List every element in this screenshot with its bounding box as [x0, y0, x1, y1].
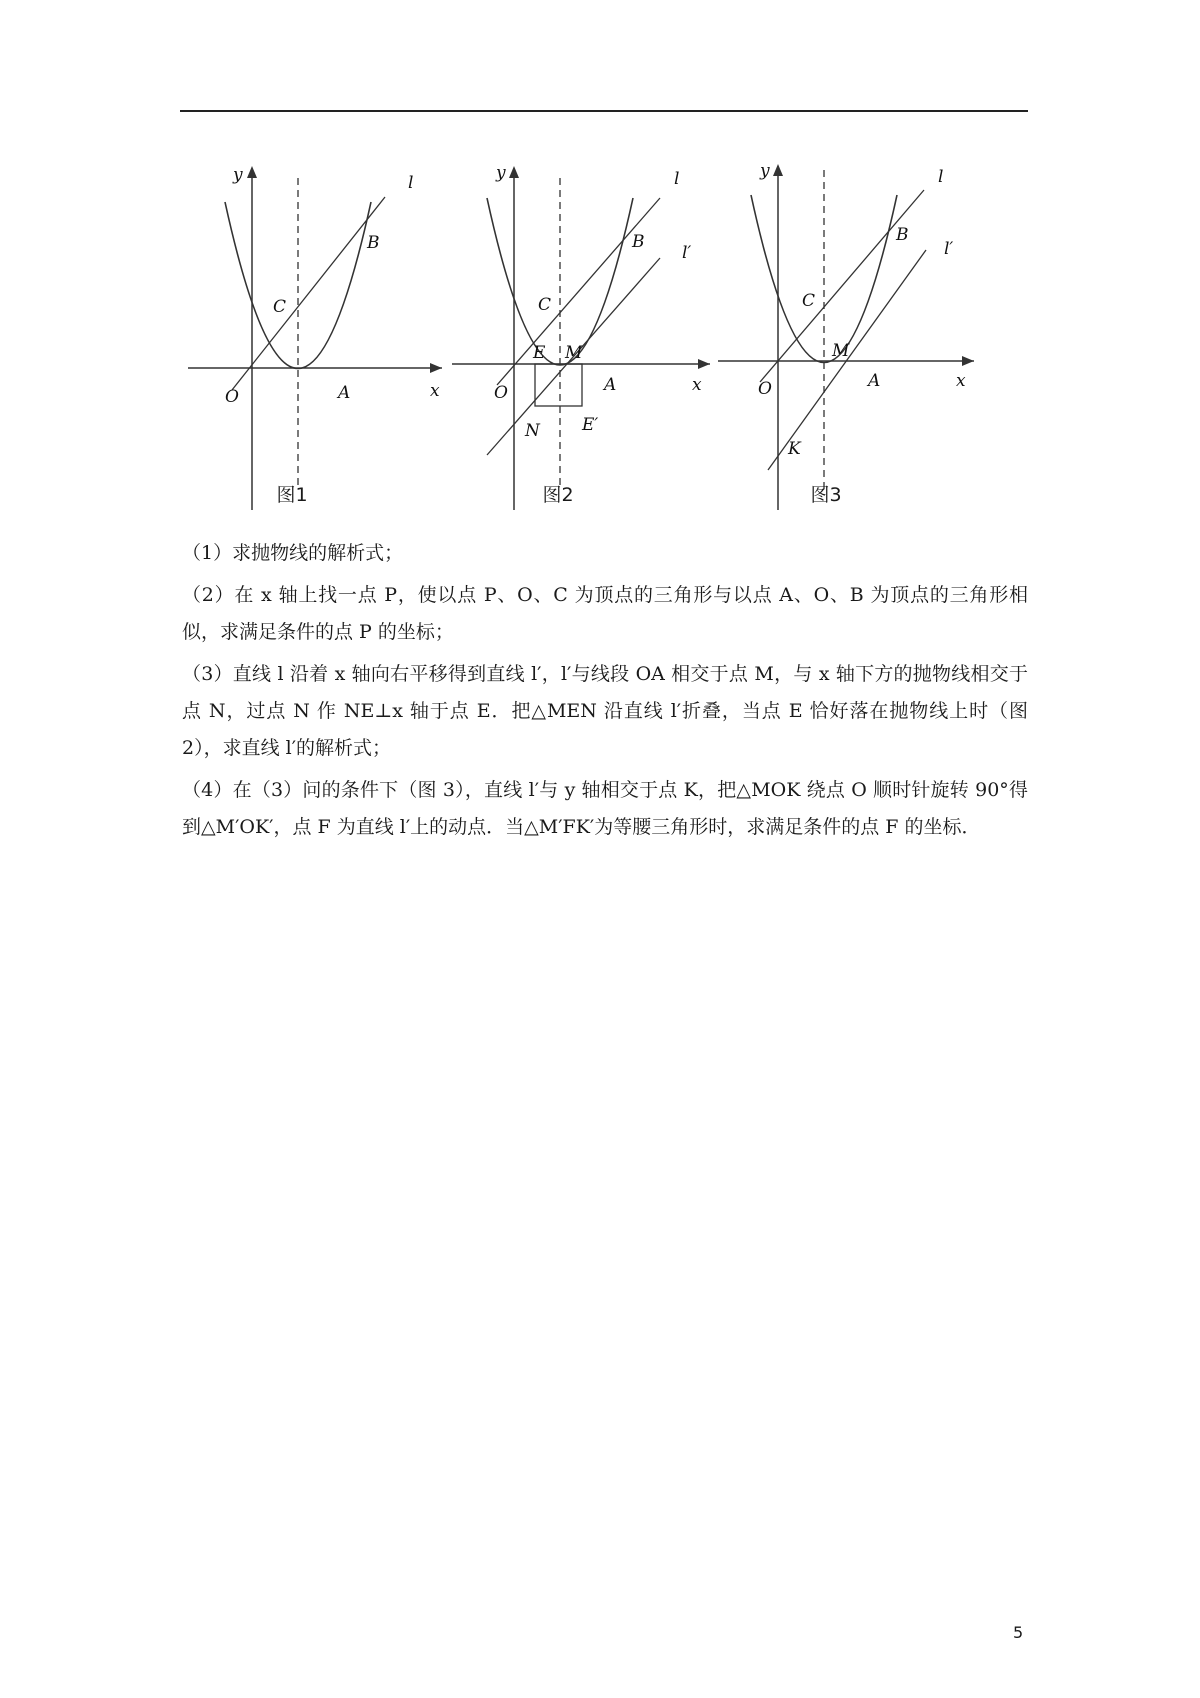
question-4: （4）在（3）问的条件下（图 3），直线 l′与 y 轴相交于点 K，把△MOK 绕点 O 顺时针旋转 90°得到△M′OK′，点 F 为直线 l′上的动点．当△M′FK′为等腰三角形时，求满足条件的点 F 的坐标．	[182, 779, 1028, 838]
line-l-prime-label: l′	[682, 243, 692, 263]
point-m-label: M	[565, 343, 583, 363]
point-n-label: N	[525, 421, 540, 441]
x-axis-label: x	[430, 381, 440, 401]
point-e-prime-label: E′	[582, 415, 599, 435]
header-rule	[180, 110, 1028, 112]
point-b-label: B	[632, 232, 645, 252]
line-l-prime-label: l′	[944, 239, 954, 259]
question-2: （2）在 x 轴上找一点 P，使以点 P、O、C 为顶点的三角形与以点 A、O、B 为顶点的三角形相似，求满足条件的点 P 的坐标；	[182, 584, 1028, 643]
line-l-label: l	[408, 173, 414, 193]
figure-3-diagram	[718, 150, 978, 510]
point-o-label: O	[225, 387, 239, 407]
line-l-label: l	[674, 169, 680, 189]
point-o-label: O	[494, 383, 508, 403]
point-a-label: A	[868, 371, 881, 391]
point-k-label: K	[788, 439, 801, 459]
y-axis-label: y	[233, 165, 243, 185]
figure-1-caption: 图1	[276, 484, 308, 506]
x-axis-label: x	[692, 375, 702, 395]
x-axis-label: x	[956, 371, 966, 391]
point-c-label: C	[273, 297, 287, 317]
y-axis-label: y	[760, 161, 770, 181]
page-number: 5	[1013, 1623, 1024, 1642]
point-a-label: A	[338, 383, 351, 403]
line-l-label: l	[938, 167, 944, 187]
y-axis-label: y	[496, 163, 506, 183]
point-b-label: B	[367, 233, 380, 253]
point-e-label: E	[533, 343, 546, 363]
figure-1	[180, 150, 440, 510]
figure-3-caption: 图3	[810, 484, 842, 506]
figure-2-diagram	[452, 150, 712, 510]
point-a-label: A	[604, 375, 617, 395]
point-m-label: M	[832, 341, 850, 361]
point-b-label: B	[896, 225, 909, 245]
question-text	[182, 535, 1028, 851]
point-c-label: C	[538, 295, 552, 315]
figure-1-diagram	[180, 150, 440, 510]
point-o-label: O	[758, 379, 772, 399]
question-1: （1）求抛物线的解析式；	[182, 542, 404, 564]
figure-3	[718, 150, 978, 510]
figure-2-caption: 图2	[542, 484, 574, 506]
point-c-label: C	[802, 291, 816, 311]
figure-2	[452, 150, 712, 510]
question-3: （3）直线 l 沿着 x 轴向右平移得到直线 l′，l′与线段 OA 相交于点 M，与 x 轴下方的抛物线相交于点 N，过点 N 作 NE⊥x 轴于点 E．把△MEN 沿直线 l′折叠，当点 E 恰好落在抛物线上时（图 2），求直线 l′的解析式；	[182, 663, 1028, 759]
